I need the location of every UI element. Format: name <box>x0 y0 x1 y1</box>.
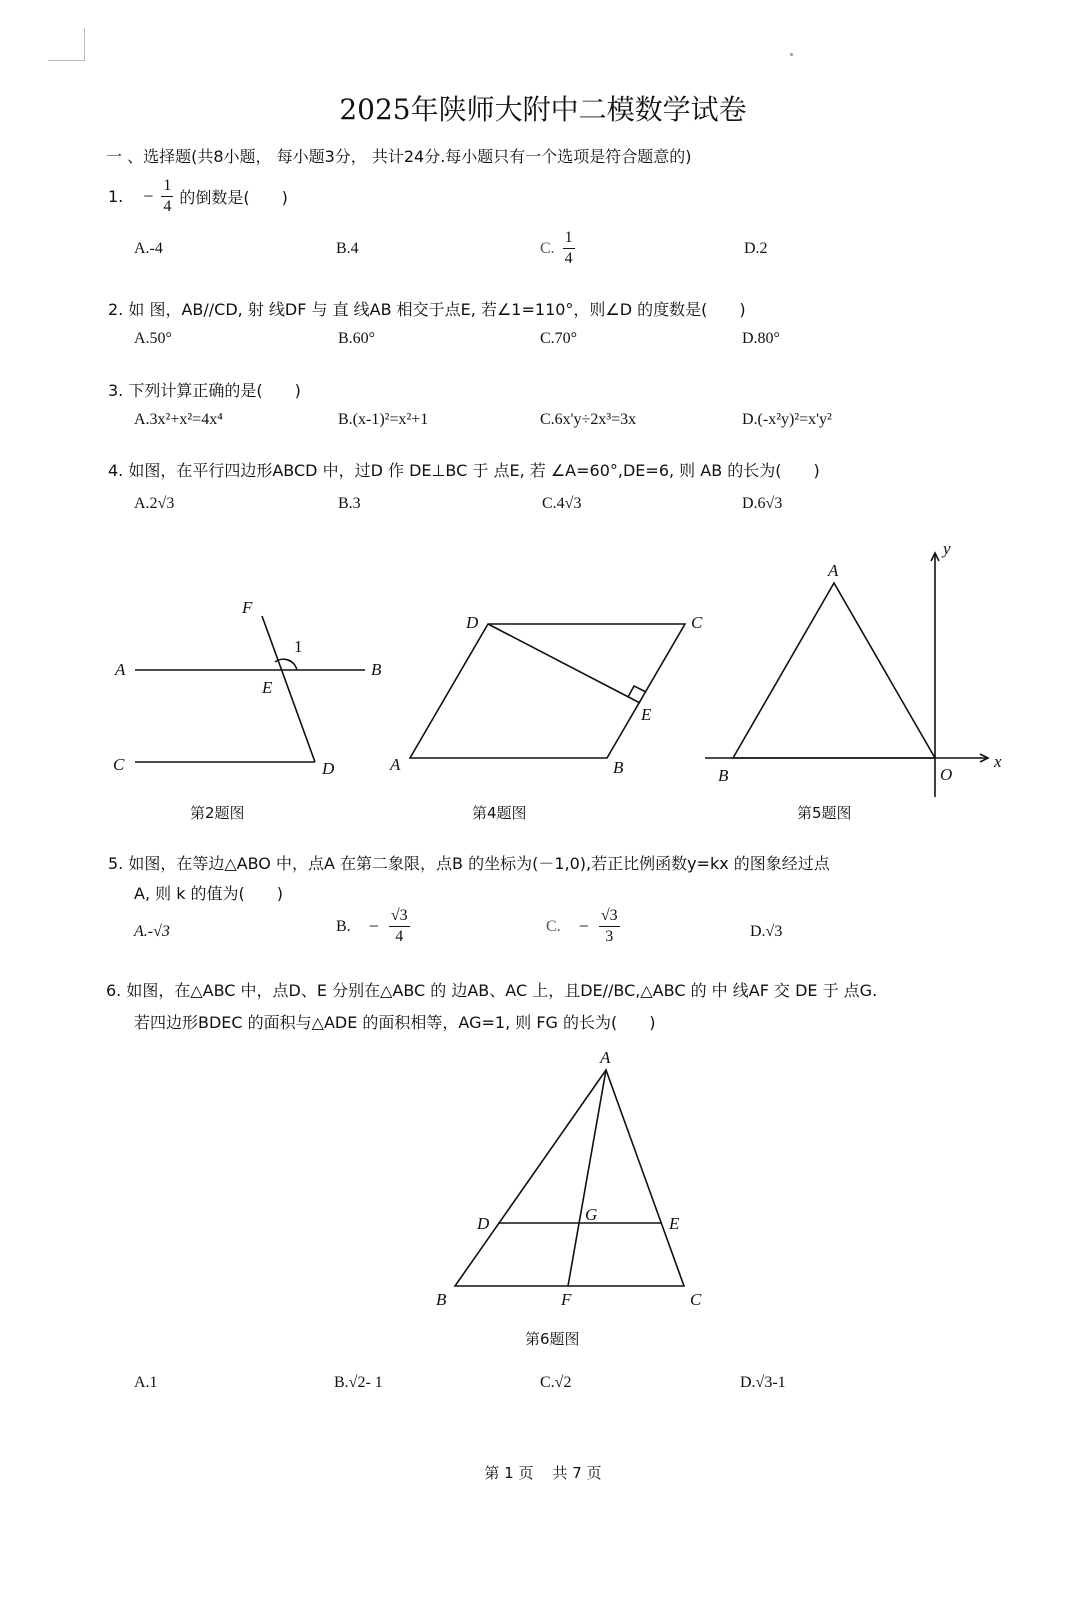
q6-option-d: D.√3-1 <box>740 1374 786 1391</box>
q1-option-c-denominator: 4 <box>564 250 573 267</box>
q3-option-c: C.6x'y÷2x³=3x <box>540 411 637 428</box>
q1-option-a: A.-4 <box>134 240 163 257</box>
q5-option-c-denominator: 3 <box>605 928 614 945</box>
question-6-line-1: 6. 如图，在△ABC 中，点D、E 分别在△ABC 的 边AB、AC 上，且DE//BC,△ABC 的 中 线AF 交 DE 于 点G. <box>106 981 878 1000</box>
fig2-label-a: A <box>115 660 126 679</box>
section-heading: 一 、选择题(共8小题， 每小题3分， 共计24分.每小题只有一个选项是符合题意的) <box>106 147 692 166</box>
question-6-line-2: 若四边形BDEC 的面积与△ADE 的面积相等，AG=1, 则 FG 的长为( ) <box>134 1013 656 1032</box>
question-4: 4. 如图，在平行四边形ABCD 中，过D 作 DE⊥BC 于 点E, 若 ∠A=60°,DE=6, 则 AB 的长为( ) <box>108 461 820 480</box>
fig5-triangle-abo <box>733 583 935 758</box>
q2-option-d: D.80° <box>742 330 780 347</box>
q5-option-b <box>336 908 410 945</box>
q5-option-c-minus: − <box>578 916 589 936</box>
fig2-label-d: D <box>322 759 335 778</box>
q6-option-c: C.√2 <box>540 1374 572 1391</box>
fig2-label-c: C <box>113 755 125 774</box>
q5-option-c-prefix: C. <box>546 917 561 935</box>
question-3: 3. 下列计算正确的是( ) <box>108 381 301 400</box>
fig6-triangle-abc <box>455 1070 684 1286</box>
q1-option-c-prefix: C. <box>540 239 555 257</box>
q3-option-d: D.(-x²y)²=x'y² <box>742 411 832 428</box>
q4-option-a: A.2√3 <box>134 495 175 512</box>
fig2-caption: 第2题图 <box>190 804 245 822</box>
fig6-label-f: F <box>561 1290 572 1309</box>
figures-row <box>0 530 1086 805</box>
fig2-angle-arc <box>275 659 297 670</box>
question-1-denominator: 4 <box>163 198 172 215</box>
fig2-label-f: F <box>242 598 253 617</box>
fig6-label-g: G <box>585 1205 598 1224</box>
fig6-caption: 第6题图 <box>525 1330 580 1348</box>
page-dot <box>790 53 793 56</box>
fig4-label-e: E <box>641 705 652 724</box>
fig5-caption: 第5题图 <box>797 804 852 822</box>
question-2: 2. 如 图，AB//CD, 射 线DF 与 直 线AB 相交于点E, 若∠1=110°，则∠D 的度数是( ) <box>108 300 746 319</box>
q5-option-c <box>546 908 620 945</box>
fig6-label-d: D <box>477 1214 490 1233</box>
question-5-line-1: 5. 如图，在等边△ABO 中，点A 在第二象限，点B 的坐标为(－1,0),若正比例函数y=kx 的图象经过点 <box>108 854 830 873</box>
fig5-label-a: A <box>828 561 839 580</box>
question-1-number: 1. <box>108 187 124 206</box>
q1-option-c-numerator: 1 <box>563 230 575 249</box>
q5-option-d: D.√3 <box>750 923 783 940</box>
q1-option-d: D.2 <box>744 240 768 257</box>
page-title: 2025年陕师大附中二模数学试卷 <box>339 93 747 126</box>
q2-option-b: B.60° <box>338 330 376 347</box>
q2-option-a: A.50° <box>134 330 172 347</box>
q5-option-b-minus: − <box>368 916 379 936</box>
page-footer: 第 1 页 共 7 页 <box>484 1464 602 1482</box>
question-1-text: 的倒数是( ) <box>179 188 288 207</box>
question-5-line-2: A, 则 k 的值为( ) <box>134 884 284 903</box>
fig6-label-c: C <box>690 1290 702 1309</box>
fig5-label-o: O <box>940 765 953 784</box>
q5-option-c-numerator: √3 <box>599 908 620 927</box>
q5-option-b-prefix: B. <box>336 917 351 935</box>
q5-option-b-numerator: √3 <box>389 908 410 927</box>
fig4-segment-de <box>488 624 640 703</box>
q1-option-c-fraction <box>563 230 575 267</box>
fig6-label-b: B <box>436 1290 447 1309</box>
q3-option-a: A.3x²+x²=4x⁴ <box>134 411 223 428</box>
q4-option-d: D.6√3 <box>742 495 783 512</box>
q6-option-b: B.√2- 1 <box>334 1374 383 1391</box>
figure-2 <box>113 598 382 778</box>
figure-4 <box>389 613 703 777</box>
fig4-label-c: C <box>691 613 703 632</box>
q5-option-b-fraction <box>389 908 410 945</box>
q5-option-c-fraction <box>599 908 620 945</box>
fig5-label-b: B <box>718 766 729 785</box>
fig2-label-b: B <box>371 660 382 679</box>
fig2-label-e: E <box>262 678 273 697</box>
fig6-label-e: E <box>669 1214 680 1233</box>
q3-option-b: B.(x-1)²=x²+1 <box>338 411 429 428</box>
fig4-caption: 第4题图 <box>472 804 527 822</box>
question-1-fraction <box>161 178 173 215</box>
q4-option-c: C.4√3 <box>542 495 582 512</box>
q2-option-c: C.70° <box>540 330 578 347</box>
question-1 <box>108 178 288 215</box>
fig4-label-d: D <box>466 613 479 632</box>
fig6-label-a: A <box>600 1048 611 1067</box>
fig5-label-y: y <box>943 539 951 558</box>
q1-option-c <box>540 230 575 267</box>
question-1-numerator: 1 <box>161 178 173 197</box>
fig6-median-af <box>568 1070 606 1286</box>
fig2-label-1: 1 <box>294 637 303 656</box>
fig4-label-b: B <box>613 758 624 777</box>
fig5-label-x: x <box>994 752 1002 771</box>
q6-option-a: A.1 <box>134 1374 158 1391</box>
figure-6 <box>0 1040 1086 1315</box>
q5-option-b-denominator: 4 <box>395 928 404 945</box>
q1-option-b: B.4 <box>336 240 359 257</box>
fig4-label-a: A <box>390 755 401 774</box>
page-corner-mark <box>48 28 85 61</box>
figure-5 <box>705 539 1002 797</box>
q4-option-b: B.3 <box>338 495 361 512</box>
question-1-minus: − <box>143 186 154 206</box>
q5-option-a: A.-√3 <box>134 923 170 940</box>
